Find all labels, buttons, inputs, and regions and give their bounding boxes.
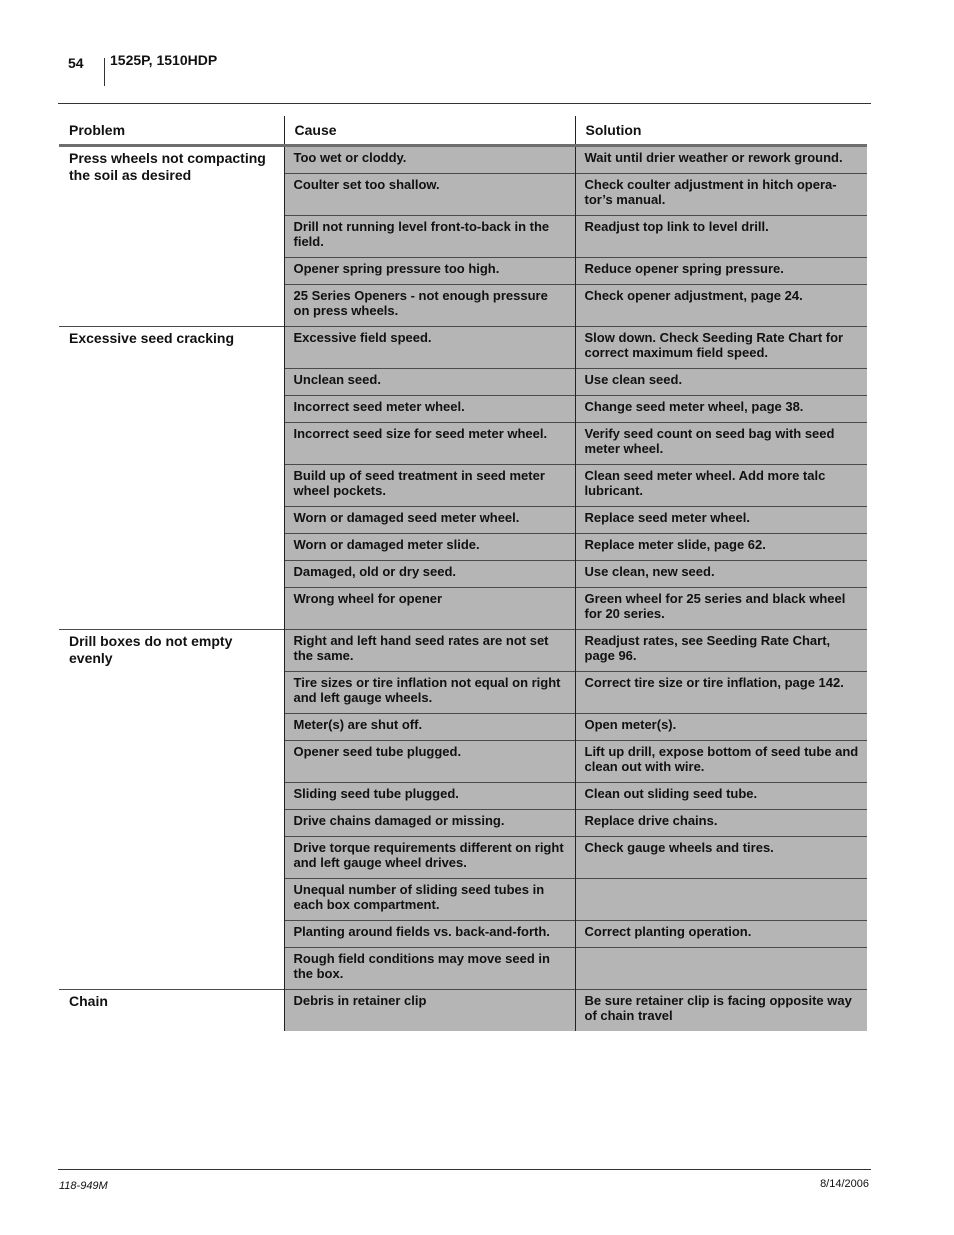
solution-cell: Use clean seed. [575, 369, 867, 396]
solution-cell [575, 948, 867, 990]
cause-cell: Too wet or cloddy. [284, 146, 575, 174]
problem-cell: Press wheels not compacting the soil as desired [59, 146, 284, 327]
column-header-solution: Solution [575, 116, 867, 146]
solution-cell: Verify seed count on seed bag with seed meter wheel. [575, 423, 867, 465]
cause-cell: Opener spring pressure too high. [284, 258, 575, 285]
cause-cell: Damaged, old or dry seed. [284, 561, 575, 588]
cause-cell: Unequal number of sliding seed tubes in each box compartment. [284, 879, 575, 921]
troubleshooting-table [59, 116, 867, 1031]
solution-cell: Replace seed meter wheel. [575, 507, 867, 534]
solution-cell [575, 879, 867, 921]
solution-cell: Replace meter slide, page 62. [575, 534, 867, 561]
cause-cell: Incorrect seed size for seed meter wheel. [284, 423, 575, 465]
document-date: 8/14/2006 [820, 1178, 869, 1190]
solution-cell: Clean seed meter wheel. Add more talc lubricant. [575, 465, 867, 507]
table-row [59, 630, 867, 672]
solution-cell: Clean out sliding seed tube. [575, 783, 867, 810]
solution-cell: Change seed meter wheel, page 38. [575, 396, 867, 423]
table-header-row [59, 116, 867, 146]
solution-cell: Correct tire size or tire inflation, page 142. [575, 672, 867, 714]
solution-cell: Green wheel for 25 series and black wheel for 20 series. [575, 588, 867, 630]
cause-cell: Drill not running level front-to-back in the field. [284, 216, 575, 258]
problem-cell: Chain [59, 990, 284, 1032]
solution-cell: Replace drive chains. [575, 810, 867, 837]
cause-cell: Planting around fields vs. back-and-forth. [284, 921, 575, 948]
bottom-rule [58, 1169, 871, 1170]
cause-cell: Coulter set too shallow. [284, 174, 575, 216]
solution-cell: Check coulter adjustment in hitch opera-tor’s manual. [575, 174, 867, 216]
table-body [59, 146, 867, 1032]
cause-cell: Rough field conditions may move seed in the box. [284, 948, 575, 990]
solution-cell: Readjust rates, see Seeding Rate Chart, page 96. [575, 630, 867, 672]
solution-cell: Wait until drier weather or rework ground. [575, 146, 867, 174]
column-header-problem: Problem [59, 116, 284, 146]
solution-cell: Open meter(s). [575, 714, 867, 741]
table-row [59, 146, 867, 174]
solution-cell: Check opener adjustment, page 24. [575, 285, 867, 327]
cause-cell: Opener seed tube plugged. [284, 741, 575, 783]
solution-cell: Be sure retainer clip is facing opposite way of chain travel [575, 990, 867, 1032]
solution-cell: Use clean, new seed. [575, 561, 867, 588]
cause-cell: Sliding seed tube plugged. [284, 783, 575, 810]
solution-cell: Reduce opener spring pressure. [575, 258, 867, 285]
table-row [59, 327, 867, 369]
cause-cell: Worn or damaged seed meter wheel. [284, 507, 575, 534]
solution-cell: Check gauge wheels and tires. [575, 837, 867, 879]
top-rule [58, 103, 871, 104]
cause-cell: Tire sizes or tire inflation not equal on right and left gauge wheels. [284, 672, 575, 714]
header-divider [104, 58, 105, 86]
problem-cell: Excessive seed cracking [59, 327, 284, 630]
solution-cell: Correct planting operation. [575, 921, 867, 948]
cause-cell: Build up of seed treatment in seed meter wheel pockets. [284, 465, 575, 507]
cause-cell: Right and left hand seed rates are not set the same. [284, 630, 575, 672]
cause-cell: Unclean seed. [284, 369, 575, 396]
cause-cell: Incorrect seed meter wheel. [284, 396, 575, 423]
cause-cell: Drive torque requirements different on right and left gauge wheel drives. [284, 837, 575, 879]
cause-cell: Drive chains damaged or missing. [284, 810, 575, 837]
cause-cell: Worn or damaged meter slide. [284, 534, 575, 561]
solution-cell: Lift up drill, expose bottom of seed tube and clean out with wire. [575, 741, 867, 783]
document-number: 118-949M [59, 1180, 108, 1192]
cause-cell: 25 Series Openers - not enough pressure on press wheels. [284, 285, 575, 327]
model-title: 1525P, 1510HDP [110, 52, 218, 68]
page-number: 54 [68, 55, 84, 71]
cause-cell: Excessive field speed. [284, 327, 575, 369]
cause-cell: Meter(s) are shut off. [284, 714, 575, 741]
problem-cell: Drill boxes do not empty evenly [59, 630, 284, 990]
cause-cell: Wrong wheel for opener [284, 588, 575, 630]
cause-cell: Debris in retainer clip [284, 990, 575, 1032]
column-header-cause: Cause [284, 116, 575, 146]
solution-cell: Readjust top link to level drill. [575, 216, 867, 258]
table-row [59, 990, 867, 1032]
solution-cell: Slow down. Check Seeding Rate Chart for correct maximum field speed. [575, 327, 867, 369]
